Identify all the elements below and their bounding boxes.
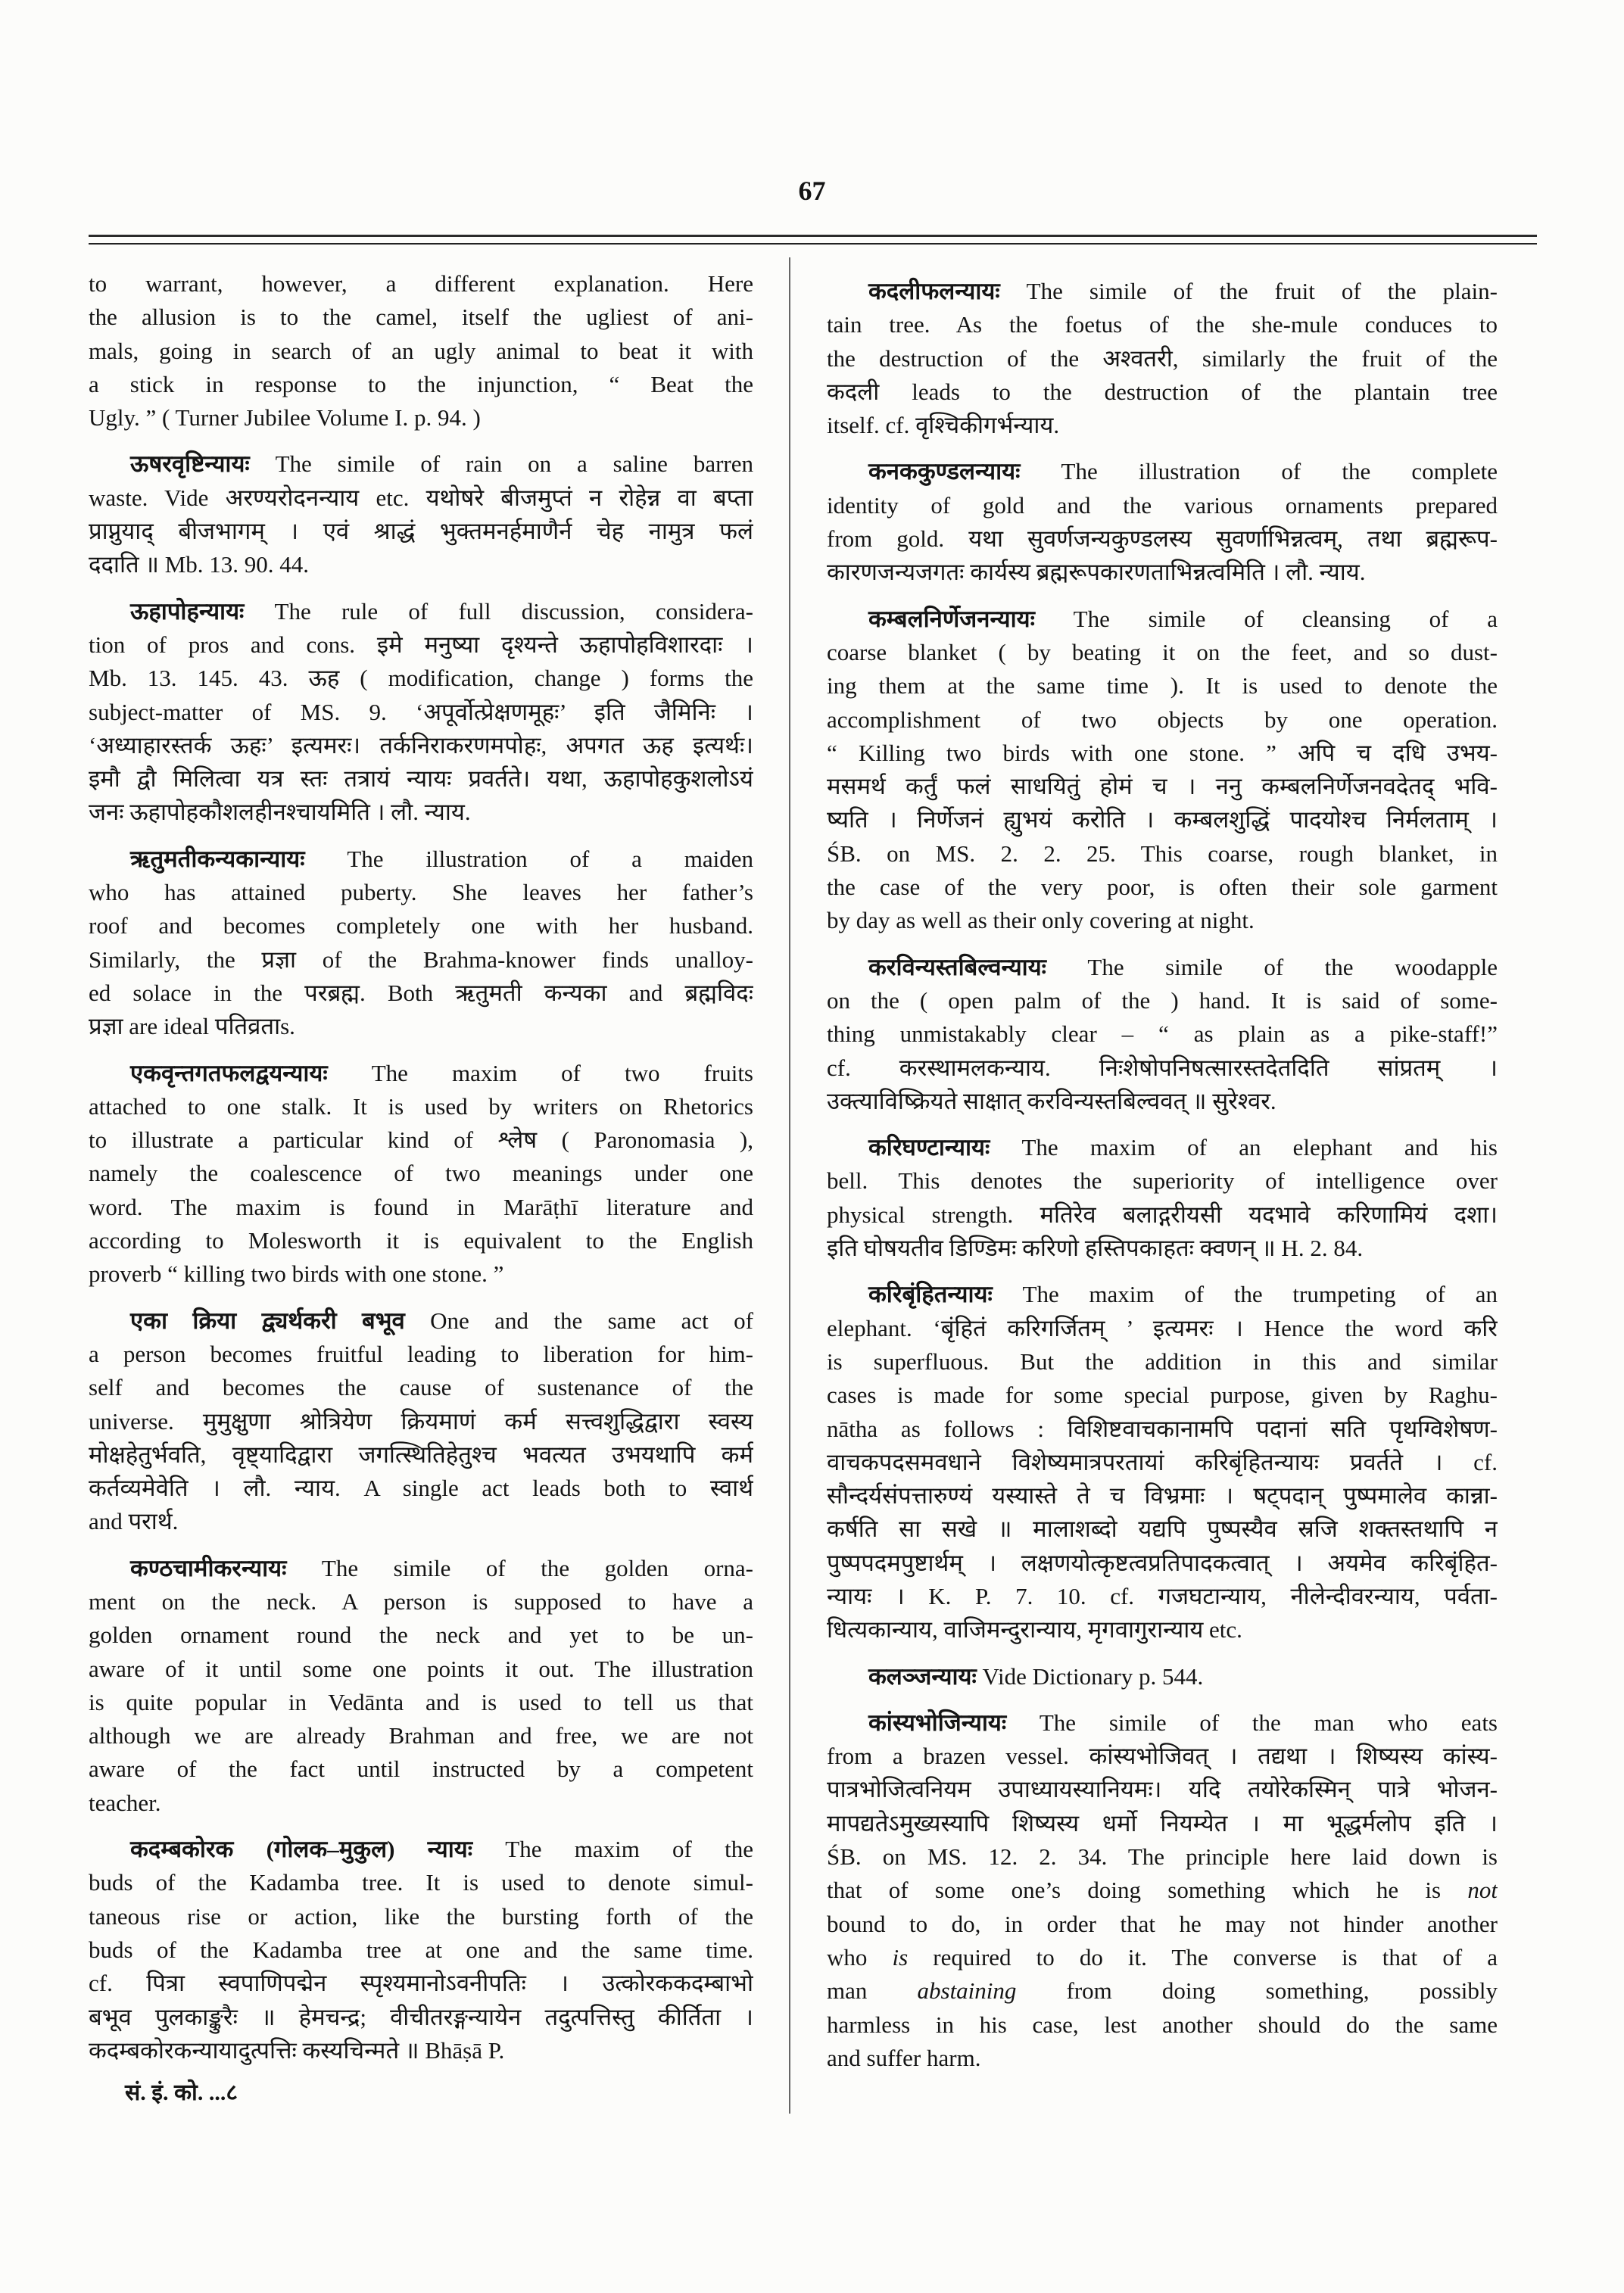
text-line: [827, 1580, 1498, 1613]
text-run: to illustrate a particular kind of श्लेष ( Paronomasia ),: [89, 1126, 753, 1154]
text-line: [827, 1941, 1498, 1974]
text-run: proverb “ killing two birds with one stone. ”: [89, 1260, 504, 1288]
text-run: जनः ऊहापोहकौशलहीनश्चायमिति । लौ. न्याय.: [89, 799, 471, 826]
text-line: [89, 876, 753, 909]
text-run: मापद्यतेऽमुख्यस्यापि शिष्यस्य धर्मो नियम्येत । मा भूद्धर्मलोप इति ।: [827, 1809, 1498, 1837]
text-run: is superfluous. But the addition in this and similar: [827, 1347, 1498, 1375]
text-run: tain tree. As the foetus of the she-mule conduces to: [827, 311, 1498, 338]
text-run: The simile of rain on a saline barren: [249, 450, 753, 478]
text-line: [827, 522, 1498, 556]
text-run: ष्यति । निर्णेजनं ह्युभयं करोति । कम्बलशुद्धिं पादयोश्च निर्मलताम् ।: [827, 806, 1498, 833]
text-line: [827, 770, 1498, 803]
headword: कदम्बकोरक (गोलक–मुकुल) न्यायः: [130, 1836, 473, 1863]
dictionary-entry: [827, 951, 1498, 1118]
emphasis: is: [892, 1943, 909, 1971]
header-rule-top: [89, 235, 1537, 237]
text-line: [89, 1304, 753, 1338]
text-line: [89, 1472, 753, 1505]
headword: करिघण्टान्यायः: [868, 1134, 990, 1161]
dictionary-entry: [827, 455, 1498, 589]
text-run: कदम्बकोरकन्यायादुत्पत्तिः कस्यचिन्मते ॥ Bhāṣā P.: [89, 2036, 505, 2064]
headword: करिबृंहितन्यायः: [868, 1281, 993, 1308]
text-run: from a brazen vessel. कांस्यभोजिवत् । तद्यथा । शिष्यस्य कांस्य-: [827, 1743, 1498, 1770]
dictionary-entry: [827, 275, 1498, 442]
text-line: [827, 1740, 1498, 1773]
text-run: harmless in his case, lest another should do the same: [827, 2011, 1498, 2038]
header-rule-bottom: [89, 243, 1537, 245]
text-run: One and the same act of: [404, 1307, 753, 1334]
text-line: [827, 1312, 1498, 1345]
text-line: [89, 1866, 753, 1899]
text-line: [89, 1585, 753, 1618]
text-line: [827, 1379, 1498, 1412]
text-line: [89, 548, 753, 581]
text-run: coarse blanket ( by beating it on the feet, and so dust-: [827, 638, 1498, 665]
text-line: [89, 1967, 753, 2000]
emphasis: abstaining: [917, 1977, 1017, 2005]
text-run: elephant. ‘बृंहितं करिगर्जितम् ’ इत्यमरः । Hence the word करि: [827, 1314, 1498, 1341]
text-line: [827, 556, 1498, 589]
text-line: [89, 1833, 753, 1866]
text-line: [89, 401, 753, 435]
text-run: ‘अध्याहारस्तर्क ऊहः’ इत्यमरः। तर्कनिराकरणमपोहः, अपगत ऊह इत्यर्थः।: [89, 731, 753, 759]
text-run: bound to do, in order that he may not hinder another: [827, 1910, 1498, 1937]
text-run: bell. This denotes the superiority of intelligence over: [827, 1167, 1498, 1195]
text-line: [827, 1706, 1498, 1740]
text-run: पुष्पपदमपुष्टार्थम् । लक्षणयोत्कृष्टत्वप्रतिपादकत्वात् । अयमेव करिबृंहित-: [827, 1549, 1498, 1576]
text-run: कर्षति सा सखे ॥ मालाशब्दो यद्यपि पुष्पस्यैव स्रजि शक्तस्तथापि न: [827, 1516, 1498, 1543]
text-run: इमौ द्वौ मिलित्वा यत्र स्तः तत्रायं न्यायः प्रवर्तते। यथा, ऊहापोहकुशलोऽयं: [89, 765, 753, 793]
page-number: 67: [798, 176, 826, 206]
text-run: कारणजन्यजगतः कार्यस्य ब्रह्मरूपकारणताभिन्नत्वमिति । लौ. न्याय.: [827, 559, 1366, 586]
text-run: from gold. यथा सुवर्णजन्यकुण्डलस्य सुवर्णाभिन्नत्वम्, तथा ब्रह्मरूप-: [827, 525, 1498, 553]
text-run: buds of the Kadamba tree at one and the same time.: [89, 1936, 753, 1963]
text-run: from doing something, possibly: [1016, 1977, 1498, 2005]
text-run: The maxim of two fruits: [327, 1059, 753, 1086]
text-run: nātha as follows : विशिष्टवाचकानामपि पदानां सति पृथग्विशेषण-: [827, 1415, 1498, 1442]
text-line: [827, 1513, 1498, 1546]
text-line: [89, 696, 753, 729]
text-line: [827, 837, 1498, 871]
text-line: [827, 1085, 1498, 1118]
text-run: इति घोषयतीव डिण्डिमः करिणो हस्तिपकाहतः क्वणन् ॥ H. 2. 84.: [827, 1235, 1364, 1262]
text-line: [827, 409, 1498, 442]
text-line: [89, 843, 753, 876]
text-line: [827, 1773, 1498, 1806]
text-run: ing them at the same time ). It is used to denote the: [827, 672, 1498, 699]
text-line: [89, 335, 753, 368]
dictionary-entry: [89, 447, 753, 581]
text-line: [827, 1164, 1498, 1198]
text-run: ददाति ॥ Mb. 13. 90. 44.: [89, 551, 310, 578]
text-run: roof and becomes completely one with her husband.: [89, 912, 753, 939]
text-run: aware of the fact until instructed by a competent: [89, 1756, 753, 1783]
text-run: मसमर्थ कर्तुं फलं साधयितुं होमं च । ननु कम्बलनिर्णेजनवदेतद् भवि-: [827, 773, 1498, 800]
text-line: [827, 737, 1498, 770]
text-run: “ Killing two birds with one stone. ” अपि च दधि उभय-: [827, 739, 1498, 766]
text-line: [827, 871, 1498, 904]
text-line: [89, 1653, 753, 1686]
text-line: [89, 1057, 753, 1090]
text-line: [827, 1017, 1498, 1051]
text-run: The simile of the man who eats: [1006, 1709, 1498, 1736]
text-run: mals, going in search of an ugly animal to beat it with: [89, 337, 753, 364]
text-run: न्यायः । K. P. 7. 10. cf. गजघटान्याय, नीलेन्दीवरन्याय, पर्वता-: [827, 1582, 1498, 1609]
text-line: [89, 1123, 753, 1157]
text-line: [89, 943, 753, 977]
dictionary-entry: [89, 1552, 753, 1820]
text-line: [827, 1446, 1498, 1479]
dictionary-entry: [89, 1057, 753, 1291]
text-run: ŚB. on MS. 12. 2. 34. The principle here laid down is: [827, 1843, 1498, 1871]
text-line: [89, 1010, 753, 1043]
text-run: पात्रभोजित्वनियम उपाध्यायस्यानियमः। यदि तयोरेकस्मिन् पात्रे भोजन-: [827, 1776, 1498, 1803]
text-run: man: [827, 1977, 918, 2005]
text-line: [89, 1900, 753, 1933]
text-run: universe. मुमुक्षुणा श्रोत्रियेण क्रियमाणं कर्म सत्त्वशुद्धिद्वारा स्वस्य: [89, 1407, 753, 1435]
text-run: The maxim of the: [472, 1836, 753, 1863]
text-line: [827, 603, 1498, 636]
text-line: [827, 455, 1498, 488]
text-run: attached to one stalk. It is used by writers on Rhetorics: [89, 1092, 753, 1120]
emphasis: not: [1467, 1877, 1498, 1904]
text-line: [827, 2042, 1498, 2075]
text-run: cf. पित्रा स्वपाणिपद्मेन स्पृश्यमानोऽवनीपतिः । उत्कोरककदम्बाभो: [89, 1970, 753, 1997]
text-line: [89, 1787, 753, 1820]
text-run: the allusion is to the camel, itself the ugliest of ani-: [89, 304, 753, 331]
dictionary-entry: [89, 843, 753, 1044]
text-run: Ugly. ” ( Turner Jubilee Volume I. p. 94. ): [89, 404, 481, 431]
text-line: [89, 662, 753, 695]
text-line: [89, 628, 753, 662]
text-run: according to Molesworth it is equivalent to the English: [89, 1227, 753, 1254]
text-line: [89, 1505, 753, 1538]
text-run: aware of it until some one points it out. The illustration: [89, 1655, 753, 1682]
text-run: who has attained puberty. She leaves her father’s: [89, 879, 753, 906]
dictionary-entry: [827, 603, 1498, 938]
text-run: The rule of full discussion, considera-: [244, 597, 753, 625]
text-line: [827, 1974, 1498, 2008]
text-run: Similarly, the प्रज्ञा of the Brahma-knower finds unalloy-: [89, 946, 753, 973]
text-run: The simile of the fruit of the plain-: [999, 278, 1498, 304]
text-run: वाचकपदसमवधाने विशेष्यमात्रपरतायां करिबृंहितन्यायः प्रवर्तते । cf.: [827, 1448, 1498, 1475]
text-run: to warrant, however, a different explanation. Here: [89, 270, 753, 297]
text-run: who: [827, 1943, 893, 1971]
headword: ऊहापोहन्यायः: [130, 597, 245, 625]
text-line: [827, 1413, 1498, 1446]
text-line: [89, 729, 753, 762]
text-line: [827, 984, 1498, 1017]
text-run: ŚB. on MS. 2. 2. 25. This coarse, rough blanket, in: [827, 840, 1498, 867]
text-line: [827, 342, 1498, 375]
headword: कनककुण्डलन्यायः: [868, 458, 1021, 485]
text-line: [827, 1232, 1498, 1265]
text-line: [89, 1090, 753, 1123]
text-run: प्राप्नुयाद् बीजभागम् । एवं श्राद्धं भुक्तमनर्हमाणैर्न चेह नामुत्र फलं: [89, 518, 753, 545]
text-run: itself. cf. वृश्चिकीगर्भन्याय.: [827, 412, 1060, 439]
text-line: [827, 1278, 1498, 1311]
left-column: [89, 267, 753, 2067]
dictionary-entry: [827, 1131, 1498, 1265]
text-run: उक्त्याविष्क्रियते साक्षात् करविन्यस्तबिल्ववत् ॥ सुरेश्वर.: [827, 1087, 1276, 1114]
text-line: [89, 1719, 753, 1752]
text-line: [89, 595, 753, 628]
text-run: Vide Dictionary p. 544.: [976, 1662, 1204, 1690]
dictionary-entry: [89, 1304, 753, 1539]
text-run: कदली leads to the destruction of the plantain tree: [827, 378, 1498, 405]
text-run: बभूव पुलकाङ्कुरैः ॥ हेमचन्द्र; वीचीतरङ्गन्यायेन तदुत्पत्तिस्तु कीर्तिता ।: [89, 2003, 753, 2030]
headword: कलञ्जन्यायः: [868, 1662, 977, 1690]
text-line: [827, 1840, 1498, 1874]
text-run: waste. Vide अरण्यरोदनन्याय etc. यथोषरे बीजमुप्तं न रोहेन्न वा बप्ता: [89, 484, 753, 511]
dictionary-entry: [827, 1706, 1498, 2075]
dictionary-entry: [827, 1660, 1498, 1693]
text-line: [89, 2034, 753, 2067]
text-line: [827, 904, 1498, 937]
text-run: subject-matter of MS. 9. ‘अपूर्वोत्प्रेक्षणमूहः’ इति जैमिनिः ।: [89, 698, 753, 725]
headword: एकवृन्तगतफलद्वयन्यायः: [130, 1059, 328, 1086]
text-line: [827, 1660, 1498, 1693]
text-run: a stick in response to the injunction, “ Beat the: [89, 370, 753, 397]
text-run: ed solace in the परब्रह्म. Both ऋतुमती कन्यका and ब्रह्मविदः: [89, 979, 753, 1006]
text-run: The illustration of the complete: [1020, 458, 1498, 485]
text-line: [827, 636, 1498, 669]
text-run: tion of pros and cons. इमे मनुष्या दृश्यन्ते ऊहापोहविशारदाः ।: [89, 631, 753, 658]
text-run: धित्यकान्याय, वाजिमन्दुरान्याय, मृगवागुरान्याय etc.: [827, 1616, 1242, 1643]
text-line: [827, 1051, 1498, 1085]
text-line: [89, 977, 753, 1010]
text-line: [827, 308, 1498, 341]
text-run: self and becomes the cause of sustenance of the: [89, 1374, 753, 1401]
text-run: cases is made for some special purpose, given by Raghu-: [827, 1382, 1498, 1409]
text-line: [89, 301, 753, 334]
text-line: [89, 1338, 753, 1371]
text-run: a person becomes fruitful leading to liberation for him-: [89, 1340, 753, 1367]
text-run: golden ornament round the neck and yet to be un-: [89, 1622, 753, 1649]
text-run: The simile of the golden orna-: [286, 1554, 753, 1581]
text-run: सौन्दर्यसंपत्तारुण्यं यस्यास्ते ते च विभ्रमाः । षट्पदान् पुष्पमालेव कान्ना-: [827, 1482, 1498, 1509]
text-run: thing unmistakably clear – “ as plain as a pike-staff!”: [827, 1020, 1498, 1048]
text-line: [827, 1479, 1498, 1513]
text-run: The maxim of the trumpeting of an: [992, 1281, 1498, 1308]
text-line: [89, 796, 753, 829]
text-run: and suffer harm.: [827, 2044, 981, 2071]
text-line: [827, 1613, 1498, 1647]
text-run: taneous rise or action, like the bursting forth of the: [89, 1902, 753, 1930]
text-run: physical strength. मतिरेव बलाद्गरीयसी यदभावे करिणामियं दशा।: [827, 1201, 1498, 1228]
text-line: [827, 951, 1498, 984]
headword: ऊषरवृष्टिन्यायः: [130, 450, 250, 478]
headword: एका क्रिया द्व्यर्थकरी बभूव: [130, 1307, 405, 1334]
text-run: namely the coalescence of two meanings under one: [89, 1160, 753, 1187]
dictionary-entry: [89, 595, 753, 830]
text-line: [89, 1752, 753, 1786]
headword: कांस्यभोजिन्यायः: [868, 1709, 1007, 1736]
text-run: the destruction of the अश्वतरी, similarly the fruit of the: [827, 344, 1498, 372]
footer-signature: सं. इं. को. ...८: [125, 2080, 238, 2105]
text-line: [89, 1618, 753, 1652]
text-run: Mb. 13. 145. 43. ऊह ( modification, change ) forms the: [89, 665, 753, 692]
text-line: [89, 1438, 753, 1472]
text-run: buds of the Kadamba tree. It is used to denote simul-: [89, 1869, 753, 1896]
text-run: although we are already Brahman and free, we are not: [89, 1722, 753, 1749]
text-line: [827, 489, 1498, 522]
text-line: [89, 1686, 753, 1719]
text-line: [89, 368, 753, 401]
text-line: [827, 1807, 1498, 1840]
text-line: [827, 375, 1498, 409]
dictionary-entry: [89, 1833, 753, 2067]
text-run: The maxim of an elephant and his: [990, 1134, 1498, 1161]
text-line: [827, 1908, 1498, 1941]
headword: ऋतुमतीकन्यकान्यायः: [130, 845, 305, 872]
headword: कदलीफलन्यायः: [868, 278, 1000, 304]
text-run: The simile of cleansing of a: [1034, 605, 1498, 632]
text-line: [827, 703, 1498, 737]
text-line: [89, 1224, 753, 1257]
text-line: [89, 2001, 753, 2034]
text-run: required to do it. The converse is that of a: [908, 1943, 1498, 1971]
text-line: [89, 1257, 753, 1291]
text-run: The illustration of a maiden: [304, 845, 753, 872]
headword: कण्ठचामीकरन्यायः: [130, 1554, 287, 1581]
text-line: [89, 481, 753, 515]
text-line: [89, 762, 753, 796]
text-run: identity of gold and the various ornaments prepared: [827, 491, 1498, 519]
text-line: [827, 275, 1498, 308]
text-line: [89, 1157, 753, 1190]
text-run: The simile of the woodapple: [1046, 953, 1498, 980]
text-run: teacher.: [89, 1789, 161, 1816]
text-line: [89, 1405, 753, 1438]
text-run: on the ( open palm of the ) hand. It is said of some-: [827, 986, 1498, 1014]
text-run: cf. करस्थामलकन्याय. निःशेषोपनिषत्सारस्तदेतदिति सांप्रतम् ।: [827, 1054, 1498, 1081]
text-run: is quite popular in Vedānta and is used to tell us that: [89, 1688, 753, 1715]
text-run: and परार्थ.: [89, 1508, 179, 1535]
text-line: [89, 1933, 753, 1967]
entry-continuation: [89, 267, 753, 435]
text-line: [827, 1198, 1498, 1232]
text-line: [89, 1371, 753, 1404]
text-run: ment on the neck. A person is supposed to have a: [89, 1587, 753, 1615]
text-run: कर्तव्यमेवेति । लौ. न्याय. A single act leads both to स्वार्थ: [89, 1475, 753, 1502]
text-line: [89, 267, 753, 301]
text-line: [89, 515, 753, 548]
right-column: [827, 275, 1498, 2075]
text-line: [827, 803, 1498, 837]
text-run: प्रज्ञा are ideal पतिव्रताs.: [89, 1013, 295, 1040]
text-line: [89, 909, 753, 942]
text-line: [827, 1547, 1498, 1580]
text-run: मोक्षहेतुर्भवति, वृष्ट्यादिद्वारा जगत्स्थितिहेतुश्च भवत्यत उभयथापि कर्म: [89, 1441, 753, 1468]
column-divider: [789, 257, 790, 2114]
text-line: [827, 2008, 1498, 2042]
text-line: [827, 669, 1498, 703]
text-line: [89, 1552, 753, 1585]
headword: कम्बलनिर्णेजनन्यायः: [868, 605, 1035, 632]
text-run: word. The maxim is found in Marāṭhī literature and: [89, 1193, 753, 1220]
text-run: by day as well as their only covering at night.: [827, 907, 1255, 934]
text-run: the case of the very poor, is often their sole garment: [827, 874, 1498, 901]
text-run: accomplishment of two objects by one operation.: [827, 706, 1498, 733]
text-line: [89, 447, 753, 481]
text-line: [827, 1131, 1498, 1164]
headword: करविन्यस्तबिल्वन्यायः: [868, 953, 1046, 980]
text-line: [89, 1191, 753, 1224]
text-line: [827, 1345, 1498, 1379]
dictionary-entry: [827, 1278, 1498, 1647]
text-run: that of some one’s doing something which he is: [827, 1877, 1468, 1904]
text-line: [827, 1874, 1498, 1907]
